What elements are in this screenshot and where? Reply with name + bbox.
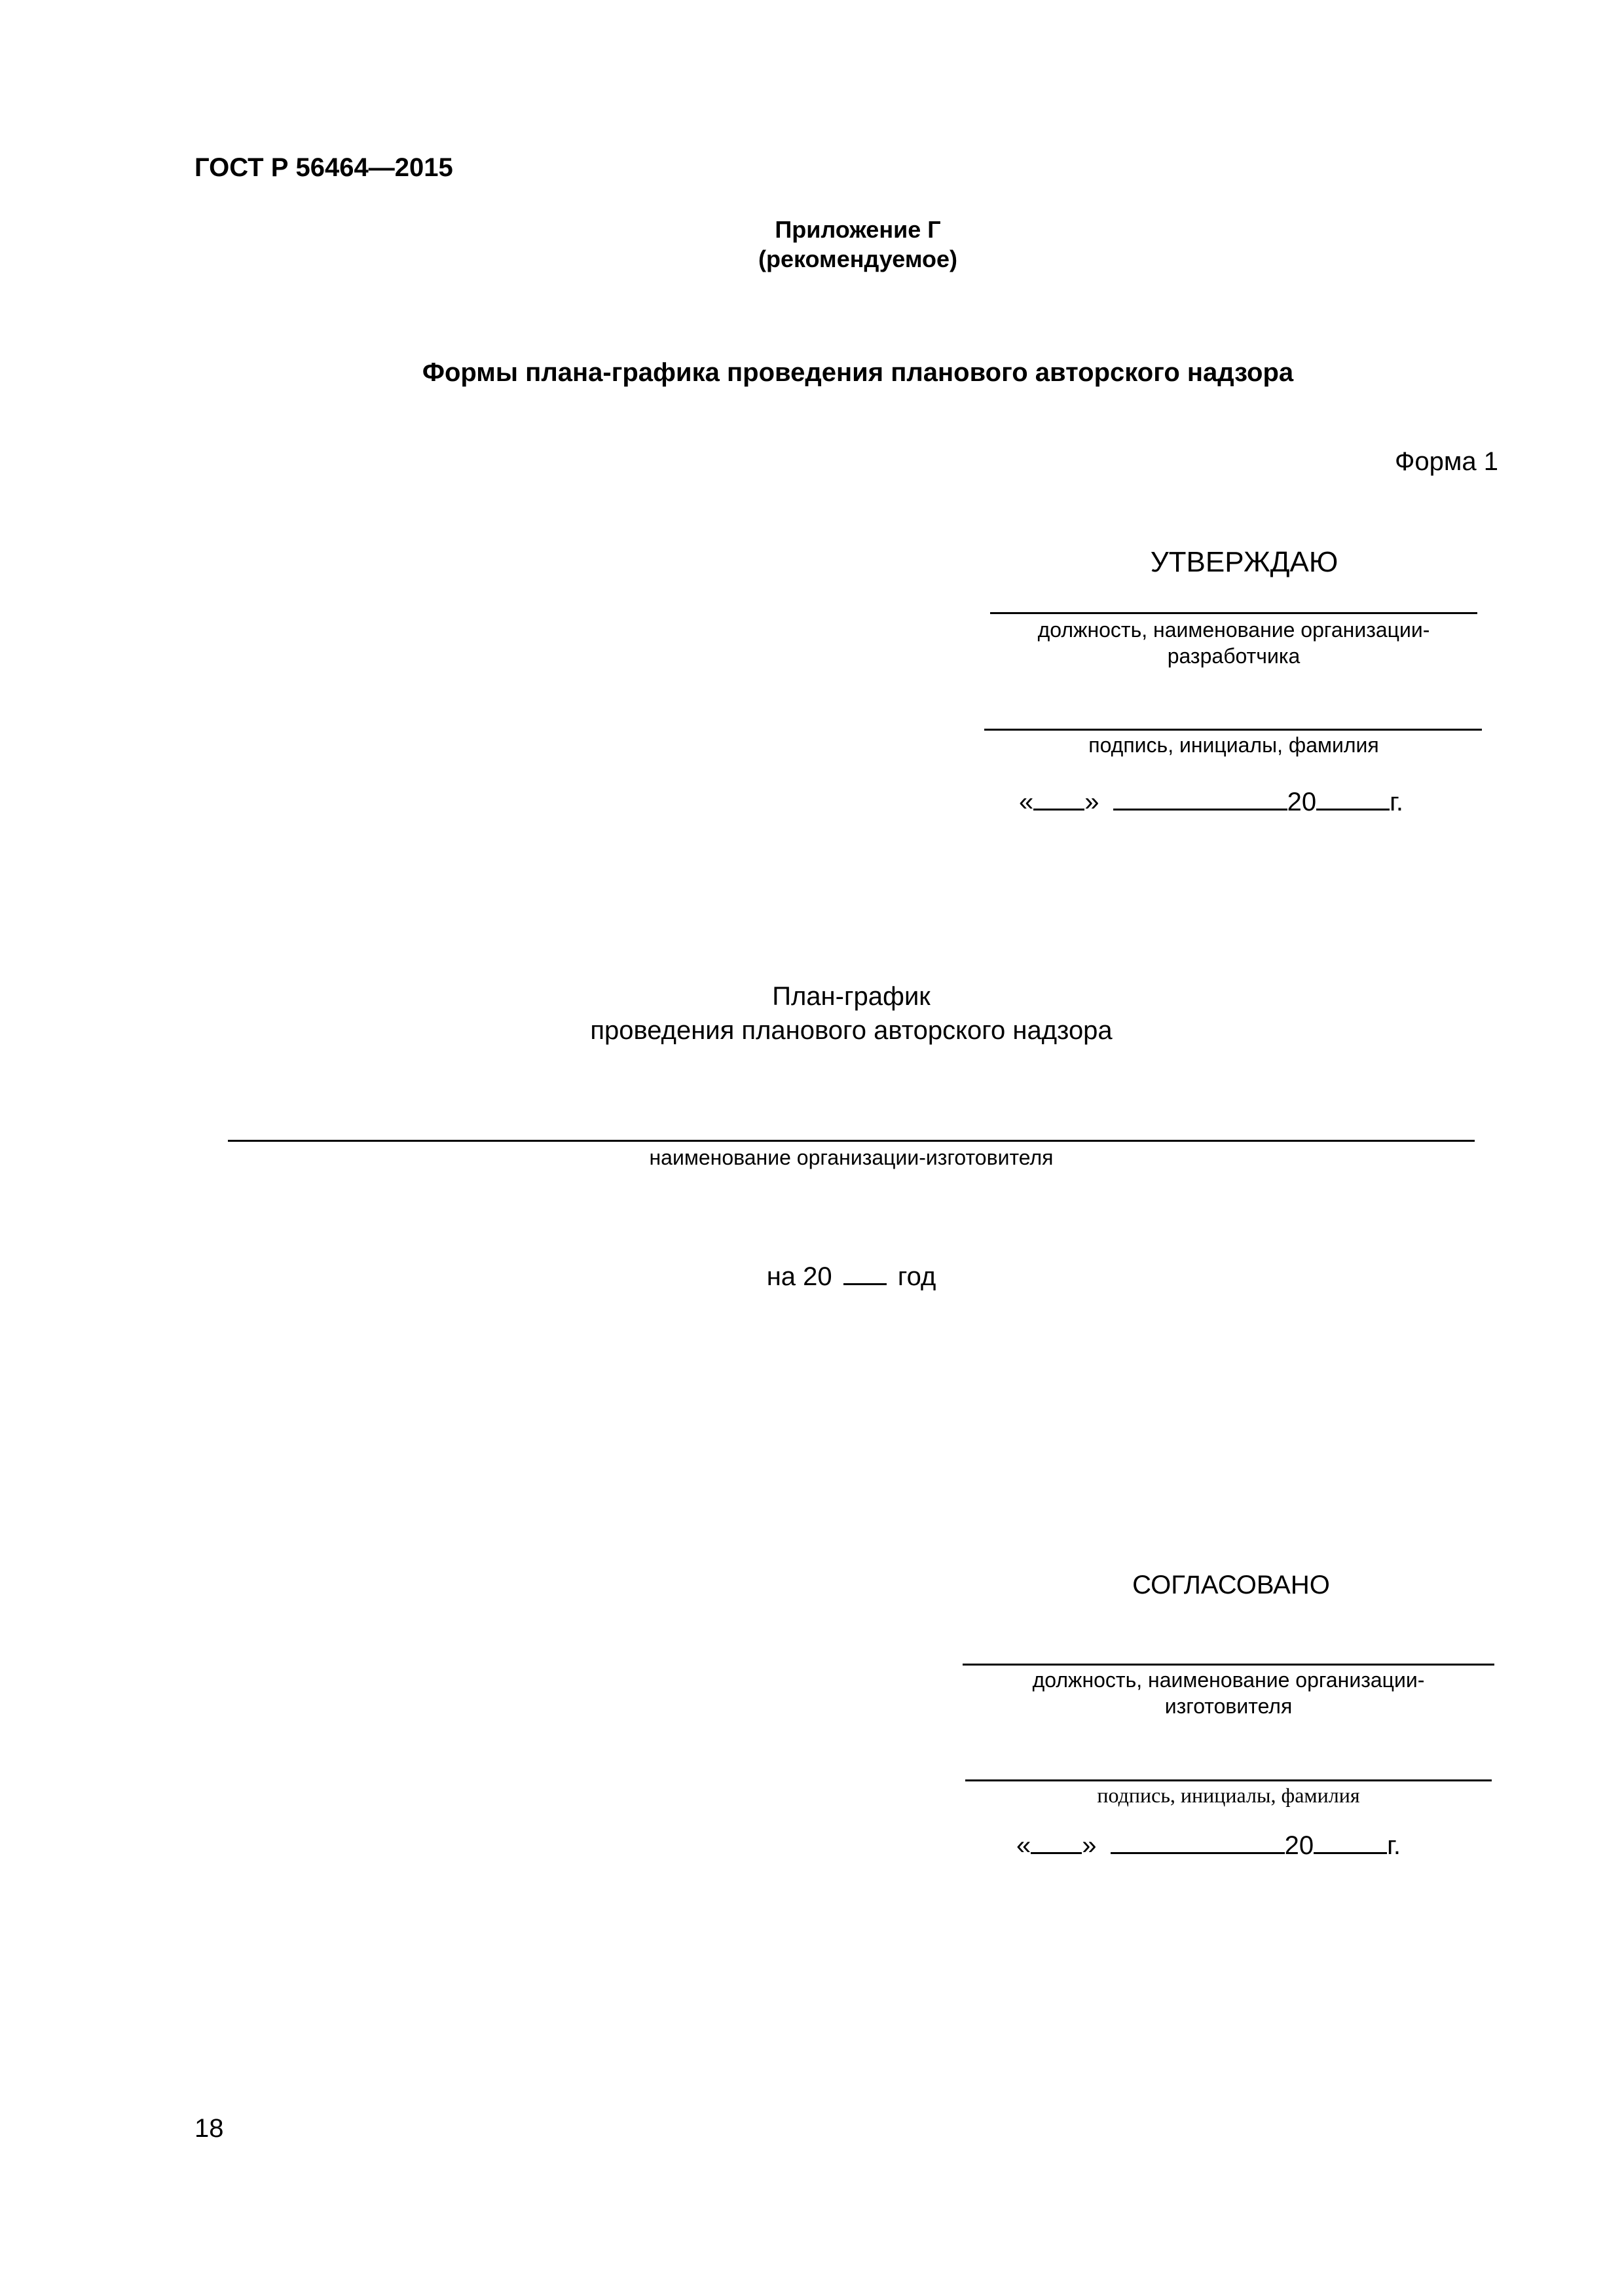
agreement-date-day-blank — [1031, 1830, 1082, 1854]
approval-date-suffix: г. — [1390, 788, 1403, 816]
page-number: 18 — [194, 2114, 224, 2143]
agreement-date-suffix: г. — [1387, 1831, 1401, 1860]
approval-position-caption — [982, 617, 1485, 669]
agreement-date-row — [1016, 1829, 1401, 1862]
plan-title-line2: проведения планового авторского надзора — [590, 1016, 1113, 1045]
approval-date-open-quote: « — [1019, 788, 1034, 816]
approval-date-century: 20 — [1287, 788, 1317, 816]
form-number: Форма 1 — [1394, 447, 1498, 476]
approval-date-year-blank — [1316, 786, 1390, 811]
appendix-status: (рекомендуемое) — [758, 246, 957, 272]
appendix-label: Приложение Г — [775, 216, 941, 243]
agreement-position-caption-line1: должность, наименование организации- — [1032, 1668, 1425, 1692]
plan-title-line1: План-график — [772, 982, 931, 1011]
agreement-date-month-blank — [1111, 1830, 1285, 1854]
agreement-signature-caption: подпись, инициалы, фамилия — [1097, 1783, 1360, 1807]
agreement-position-caption-line2: изготовителя — [1164, 1694, 1293, 1718]
organization-name-line — [228, 1140, 1475, 1142]
document-code: ГОСТ Р 56464—2015 — [194, 153, 453, 182]
agreement-date-year-blank — [1314, 1830, 1387, 1854]
agreement-date-close-quote: » — [1082, 1831, 1097, 1860]
approval-signature-line — [984, 729, 1482, 731]
approval-date-day-blank — [1033, 786, 1084, 811]
approval-signature-caption: подпись, инициалы, фамилия — [1088, 733, 1379, 757]
agreement-heading: СОГЛАСОВАНО — [1132, 1571, 1330, 1599]
approval-position-caption-line1: должность, наименование организации- — [1037, 618, 1430, 642]
agreement-date-open-quote: « — [1016, 1831, 1031, 1860]
plan-year-prefix: на 20 — [766, 1262, 832, 1291]
section-title: Формы плана-графика проведения планового авторского надзора — [422, 358, 1294, 387]
appendix-heading — [0, 215, 1624, 274]
agreement-signature-line — [965, 1779, 1492, 1781]
plan-year — [0, 1260, 1624, 1293]
agreement-position-line — [963, 1664, 1494, 1666]
plan-year-suffix: год — [897, 1262, 936, 1291]
plan-title — [0, 979, 1624, 1048]
agreement-date-century: 20 — [1284, 1831, 1314, 1860]
organization-name-caption: наименование организации-изготовителя — [649, 1146, 1054, 1169]
approval-date-close-quote: » — [1084, 788, 1099, 816]
approval-date-row — [1019, 786, 1403, 818]
agreement-position-caption — [963, 1667, 1494, 1719]
approval-position-line — [990, 612, 1477, 614]
approval-heading: УТВЕРЖДАЮ — [1150, 546, 1338, 578]
approval-position-caption-line2: разработчика — [1167, 644, 1301, 668]
plan-year-blank — [843, 1261, 887, 1285]
approval-date-month-blank — [1113, 786, 1287, 811]
